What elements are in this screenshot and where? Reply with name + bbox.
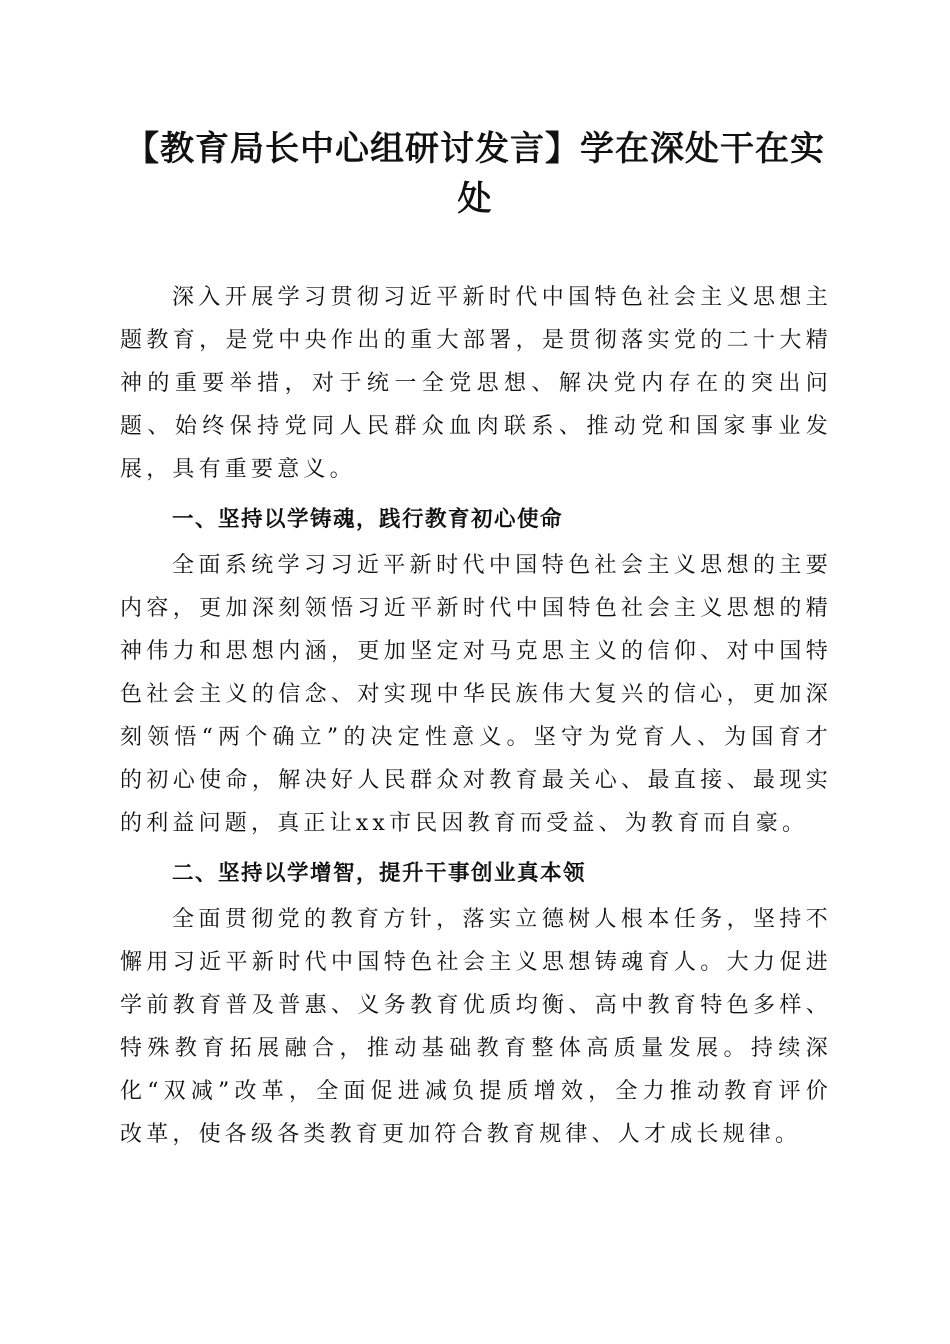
section-1-heading: 一、坚持以学铸魂，践行教育初心使命 <box>172 507 564 532</box>
section-1-paragraph: 全面系统学习习近平新时代中国特色社会主义思想的主要内容，更加深刻领悟习近平新时代中国特色社会主义思想的精神伟力和思想内涵，更加坚定对马克思主义的信仰、对中国特色社会主义的信念、对实现中华民族伟大复兴的信心，更加深刻领悟“两个确立”的决定性意义。坚守为党育人、为国育才的初心使命，解决好人民群众对教育最关心、最直接、最现实的利益问题，真正让xx市民因教育而受益、为教育而自豪。 <box>120 553 832 836</box>
section-2-heading: 二、坚持以学增智，提升干事创业真本领 <box>172 861 587 886</box>
intro-paragraph: 深入开展学习贯彻习近平新时代中国特色社会主义思想主题教育，是党中央作出的重大部署，是贯彻落实党的二十大精神的重要举措，对于统一全党思想、解决党内存在的突出问题、始终保持党同人民群众血肉联系、推动党和国家事业发展，具有重要意义。 <box>120 285 832 482</box>
document-body <box>120 276 832 1156</box>
section-2-paragraph: 全面贯彻党的教育方针，落实立德树人根本任务，坚持不懈用习近平新时代中国特色社会主义思想铸魂育人。大力促进学前教育普及普惠、义务教育优质均衡、高中教育特色多样、特殊教育拓展融合，推动基础教育整体高质量发展。持续深化“双减”改革，全面促进减负提质增效，全力推动教育评价改革，使各级各类教育更加符合教育规律、人才成长规律。 <box>120 907 832 1147</box>
document-title: 【教育局长中心组研讨发言】学在深处干在实处 <box>125 129 825 219</box>
